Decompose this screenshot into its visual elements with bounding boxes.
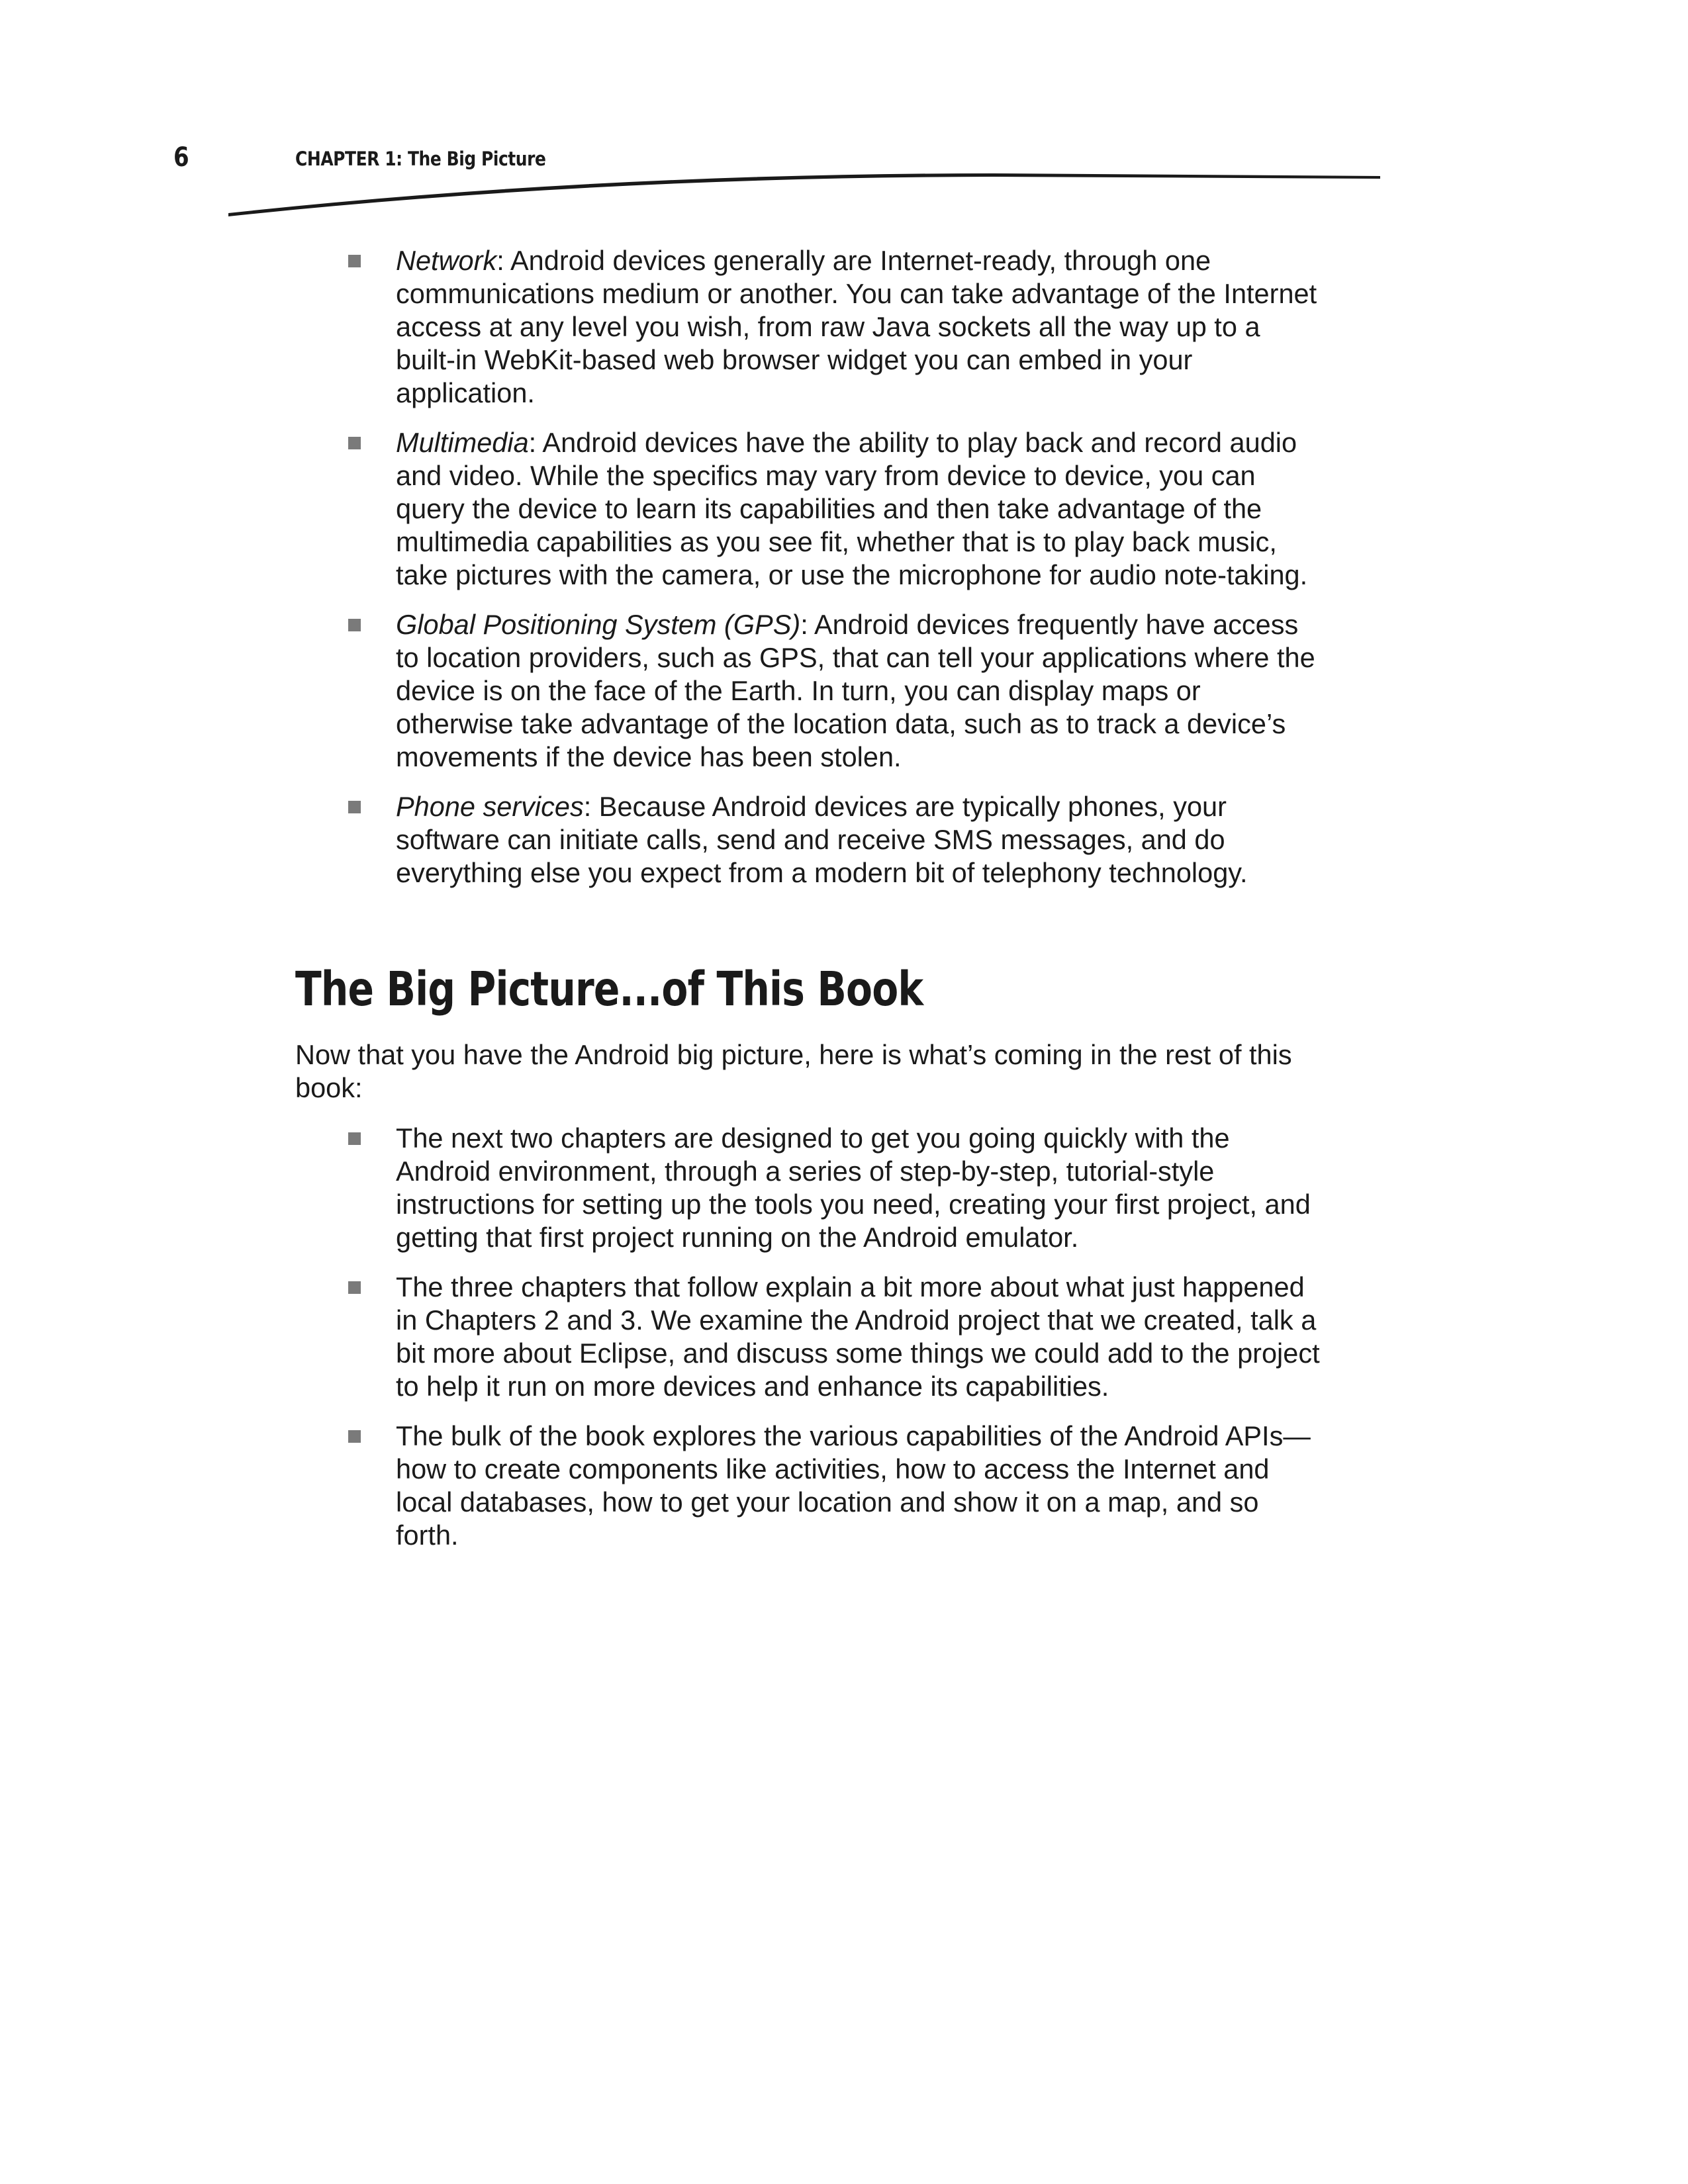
lead-term: Global Positioning System (GPS)	[396, 609, 801, 640]
item-body: : Android devices have the ability to play back and record audio and video. While the specifics may vary from device to device, you can query the device to learn its capabilities and then take advantage of the multimedia capabilities as you see fit, whether that is to play back music, take pictures with the camera, or use the microphone for audio note-taking.	[396, 427, 1308, 590]
square-bullet-icon	[348, 255, 361, 267]
list-item-text: The next two chapters are designed to get you going quickly with the Android environment, through a series of step-by-step, tutorial-style instructions for setting up the tools you need, creating your first project, and getting that first project running on the Android emulator.	[396, 1122, 1311, 1253]
square-bullet-icon	[348, 801, 361, 813]
list-item	[344, 1271, 1324, 1403]
intro-paragraph: Now that you have the Android big picture, here is what’s coming in the rest of this book:	[295, 1039, 1292, 1103]
section-heading: The Big Picture...of This Book	[295, 962, 923, 1017]
list-item	[344, 244, 1324, 410]
lead-term: Phone services	[396, 791, 584, 822]
header-rule	[0, 0, 1688, 265]
lead-term: Multimedia	[396, 427, 529, 458]
list-item-text	[396, 608, 1324, 774]
list-item	[344, 790, 1324, 889]
list-item	[344, 426, 1324, 592]
item-body: : Because Android devices are typically phones, your software can initiate calls, send and receive SMS messages, and do everything else you expect from a modern bit of telephony technology.	[396, 791, 1248, 888]
item-body: : Android devices frequently have access to location providers, such as GPS, that can tell your applications where the device is on the face of the Earth. In turn, you can display maps or otherwise take advantage of the location data, such as to track a device’s movements if the device has been stolen.	[396, 609, 1315, 772]
list-item-text: The three chapters that follow explain a bit more about what just happened in Chapters 2 and 3. We examine the Android project that we created, talk a bit more about Eclipse, and discuss some things we could add to the project to help it run on more devices and enhance its capabilities.	[396, 1271, 1320, 1402]
list-item-text: The bulk of the book explores the various capabilities of the Android APIs—how to create components like activities, how to access the Internet and local databases, how to get your location and show it on a map, and so forth.	[396, 1420, 1311, 1551]
book-overview-list	[344, 1122, 1324, 1552]
list-item-text	[396, 790, 1324, 889]
square-bullet-icon	[348, 437, 361, 449]
square-bullet-icon	[348, 1132, 361, 1145]
list-item-text	[396, 426, 1324, 592]
lead-term: Network	[396, 245, 497, 276]
list-item-text	[396, 244, 1324, 410]
page-number: 6	[173, 142, 189, 173]
list-item	[344, 1420, 1324, 1552]
item-body: : Android devices generally are Internet-ready, through one communications medium or another. You can take advantage of the Internet access at any level you wish, from raw Java sockets all the way up to a built-in WebKit-based web browser widget you can embed in your application.	[396, 245, 1317, 408]
list-item	[344, 1122, 1324, 1254]
square-bullet-icon	[348, 619, 361, 631]
running-head: CHAPTER 1: The Big Picture	[295, 148, 546, 170]
square-bullet-icon	[348, 1430, 361, 1443]
list-item	[344, 608, 1324, 774]
feature-list	[344, 244, 1324, 889]
square-bullet-icon	[348, 1281, 361, 1294]
